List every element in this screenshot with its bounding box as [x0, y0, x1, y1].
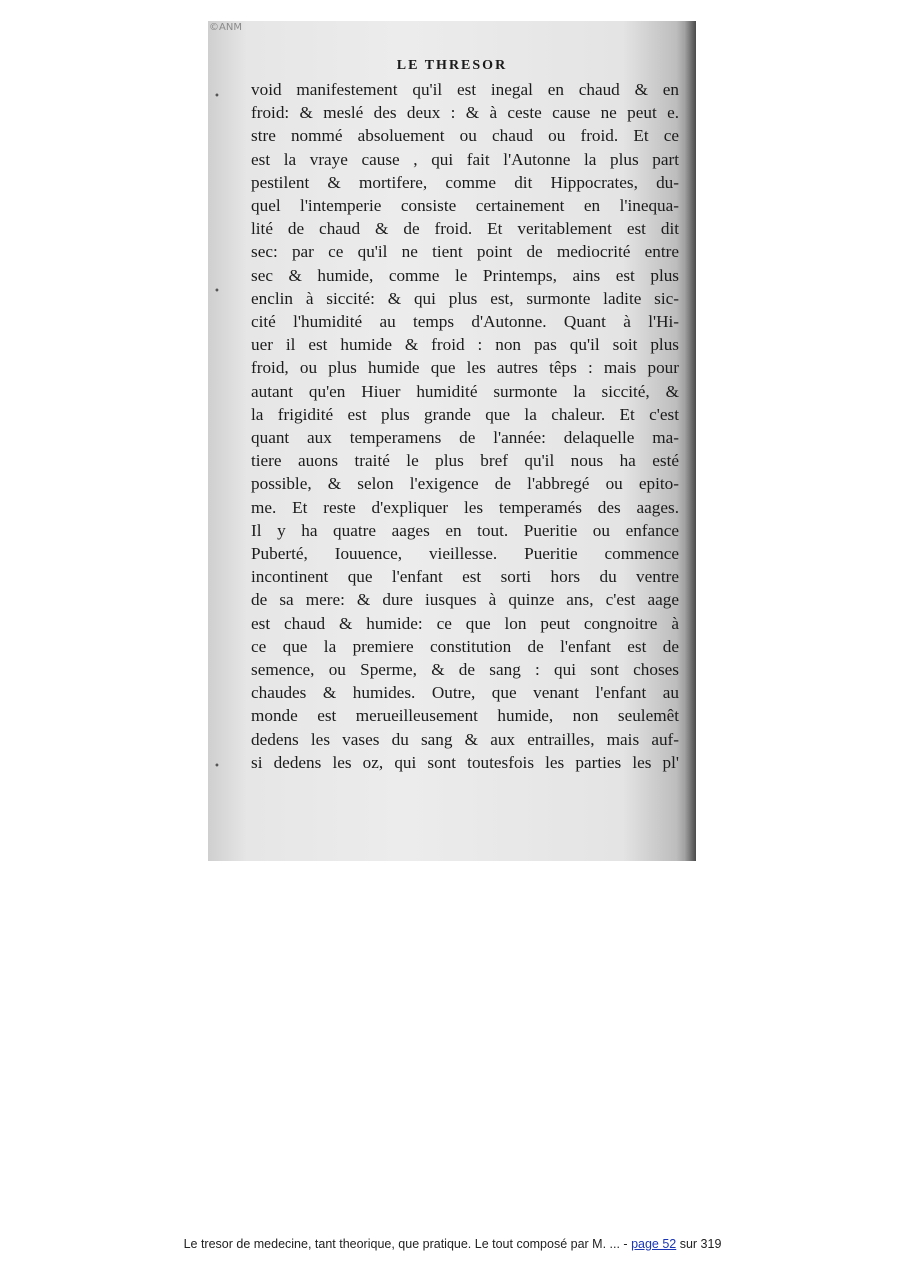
page-link[interactable]: page 52 — [631, 1237, 677, 1251]
watermark: ©ANM — [209, 22, 242, 33]
text-line: est chaud & humide: ce que lon peut congnoitre à — [251, 613, 679, 633]
text-line: incontinent que l'enfant est sorti hors du ventre — [251, 567, 679, 587]
footer-title: Le tresor de medecine, tant theorique, que pratique. Le tout composé par M. ... - — [183, 1237, 632, 1251]
text-line: froid: & meslé des deux : & à ceste cause ne peut e. — [251, 103, 679, 123]
text-line: cité l'humidité au temps d'Autonne. Quant à l'Hi- — [251, 312, 679, 332]
text-line: lité de chaud & de froid. Et veritablement est dit — [251, 219, 679, 239]
text-line: ce que la premiere constitution de l'enfant est de — [251, 636, 679, 656]
text-line: pestilent & mortifere, comme dit Hippocrates, du- — [251, 172, 679, 192]
footer — [0, 1237, 905, 1251]
text-line: sec: par ce qu'il ne tient point de mediocrité entre — [251, 242, 679, 262]
text-line: Puberté, Iouuence, vieillesse. Pueritie commence — [251, 544, 679, 564]
text-line: sec & humide, comme le Printemps, ains est plus — [251, 265, 679, 285]
text-line: froid, ou plus humide que les autres têps : mais pour — [251, 358, 679, 378]
scanned-page — [208, 21, 696, 861]
text-line: possible, & selon l'exigence de l'abbregé ou epito- — [251, 474, 679, 494]
text-line: autant qu'en Hiuer humidité surmonte la siccité, & — [251, 381, 679, 401]
margin-mark: • — [214, 286, 220, 297]
text-line: est la vraye cause , qui fait l'Autonne la plus part — [251, 149, 679, 169]
text-line: void manifestement qu'il est inegal en chaud & en — [251, 80, 679, 99]
text-line: stre nommé absoluement ou chaud ou froid. Et ce — [251, 126, 679, 146]
text-line: semence, ou Sperme, & de sang : qui sont choses — [251, 660, 679, 680]
running-head: LE THRESOR — [396, 58, 508, 73]
text-line: la frigidité est plus grande que la chaleur. Et c'est — [251, 404, 679, 424]
margin-mark: • — [214, 761, 220, 772]
text-line: monde est merueilleusement humide, non seulemêt — [251, 706, 679, 726]
text-line: de sa mere: & dure iusques à quinze ans, c'est aage — [251, 590, 679, 610]
page-text — [251, 78, 679, 774]
text-line: si dedens les oz, qui sont toutesfois les parties les pl' — [251, 752, 679, 772]
text-line: me. Et reste d'expliquer les temperamés des aages. — [251, 497, 679, 517]
text-line: quant aux temperamens de l'année: delaquelle ma- — [251, 428, 679, 448]
footer-page-count: sur 319 — [676, 1237, 722, 1251]
margin-mark: • — [214, 91, 220, 102]
text-line: enclin à siccité: & qui plus est, surmonte ladite sic- — [251, 288, 679, 308]
text-line: dedens les vases du sang & aux entrailles, mais auf- — [251, 729, 679, 749]
text-line: Il y ha quatre aages en tout. Pueritie ou enfance — [251, 520, 679, 540]
text-line: quel l'intemperie consiste certainement en l'inequa- — [251, 196, 679, 216]
text-line: uer il est humide & froid : non pas qu'il soit plus — [251, 335, 679, 355]
text-line: chaudes & humides. Outre, que venant l'enfant au — [251, 683, 679, 703]
text-line: tiere auons traité le plus bref qu'il nous ha esté — [251, 451, 679, 471]
